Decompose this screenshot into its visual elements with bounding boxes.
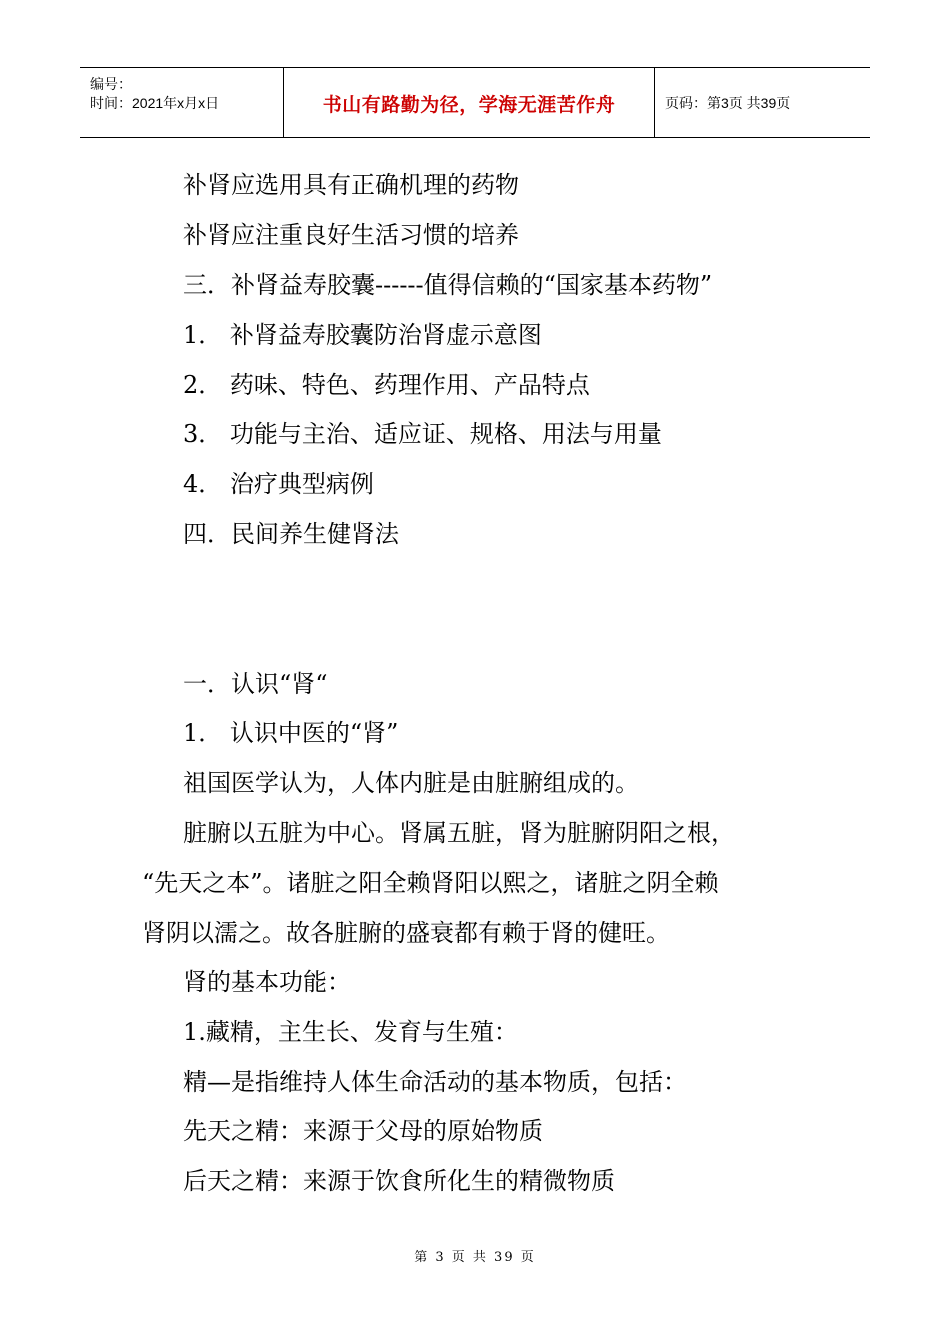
header-motto: 书山有路勤为径，学海无涯苦作舟 <box>322 94 616 116</box>
body-line: 4． 治疗典型病例 <box>183 470 374 498</box>
body-line: 脏腑以五脏为中心。肾属五脏，肾为脏腑阴阳之根， <box>183 819 735 847</box>
document-number-label: 编号： <box>90 76 132 92</box>
body-line: 祖国医学认为，人体内脏是由脏腑组成的。 <box>183 769 639 797</box>
page-footer: 第 3 页 共 39 页 <box>414 1250 536 1265</box>
body-line: 四．民间养生健肾法 <box>183 520 399 548</box>
section-heading: 一．认识“肾“ <box>183 670 328 698</box>
page-header <box>80 67 870 138</box>
body-line: 精—是指维持人体生命活动的基本物质，包括： <box>183 1068 687 1096</box>
body-line: 补肾应选用具有正确机理的药物 <box>183 171 519 199</box>
header-page-cell <box>655 68 870 137</box>
body-line: 肾阴以濡之。故各脏腑的盛衰都有赖于肾的健旺。 <box>142 919 670 947</box>
body-line: 1.藏精，主生长、发育与生殖： <box>183 1018 518 1046</box>
body-line: 3． 功能与主治、适应证、规格、用法与用量 <box>183 420 662 448</box>
body-line: “先天之本”。诸脏之阳全赖肾阳以熙之，诸脏之阴全赖 <box>142 869 719 897</box>
body-line: 1． 补肾益寿胶囊防治肾虚示意图 <box>183 321 542 349</box>
body-line: 三．补肾益寿胶囊------值得信赖的“国家基本药物” <box>183 271 713 299</box>
header-motto-cell <box>284 68 655 137</box>
body-line: 先天之精：来源于父母的原始物质 <box>183 1117 543 1145</box>
subsection-heading: 1． 认识中医的“肾” <box>183 719 399 747</box>
document-time-label: 时间：2021年x月x日 <box>90 95 220 111</box>
body-line: 后天之精：来源于饮食所化生的精微物质 <box>183 1167 615 1195</box>
header-page-code: 页码：第3页 共39页 <box>665 95 791 111</box>
header-info-cell <box>80 68 284 137</box>
body-line: 2． 药味、特色、药理作用、产品特点 <box>183 371 590 399</box>
body-line: 补肾应注重良好生活习惯的培养 <box>183 221 519 249</box>
body-line: 肾的基本功能： <box>183 968 351 996</box>
